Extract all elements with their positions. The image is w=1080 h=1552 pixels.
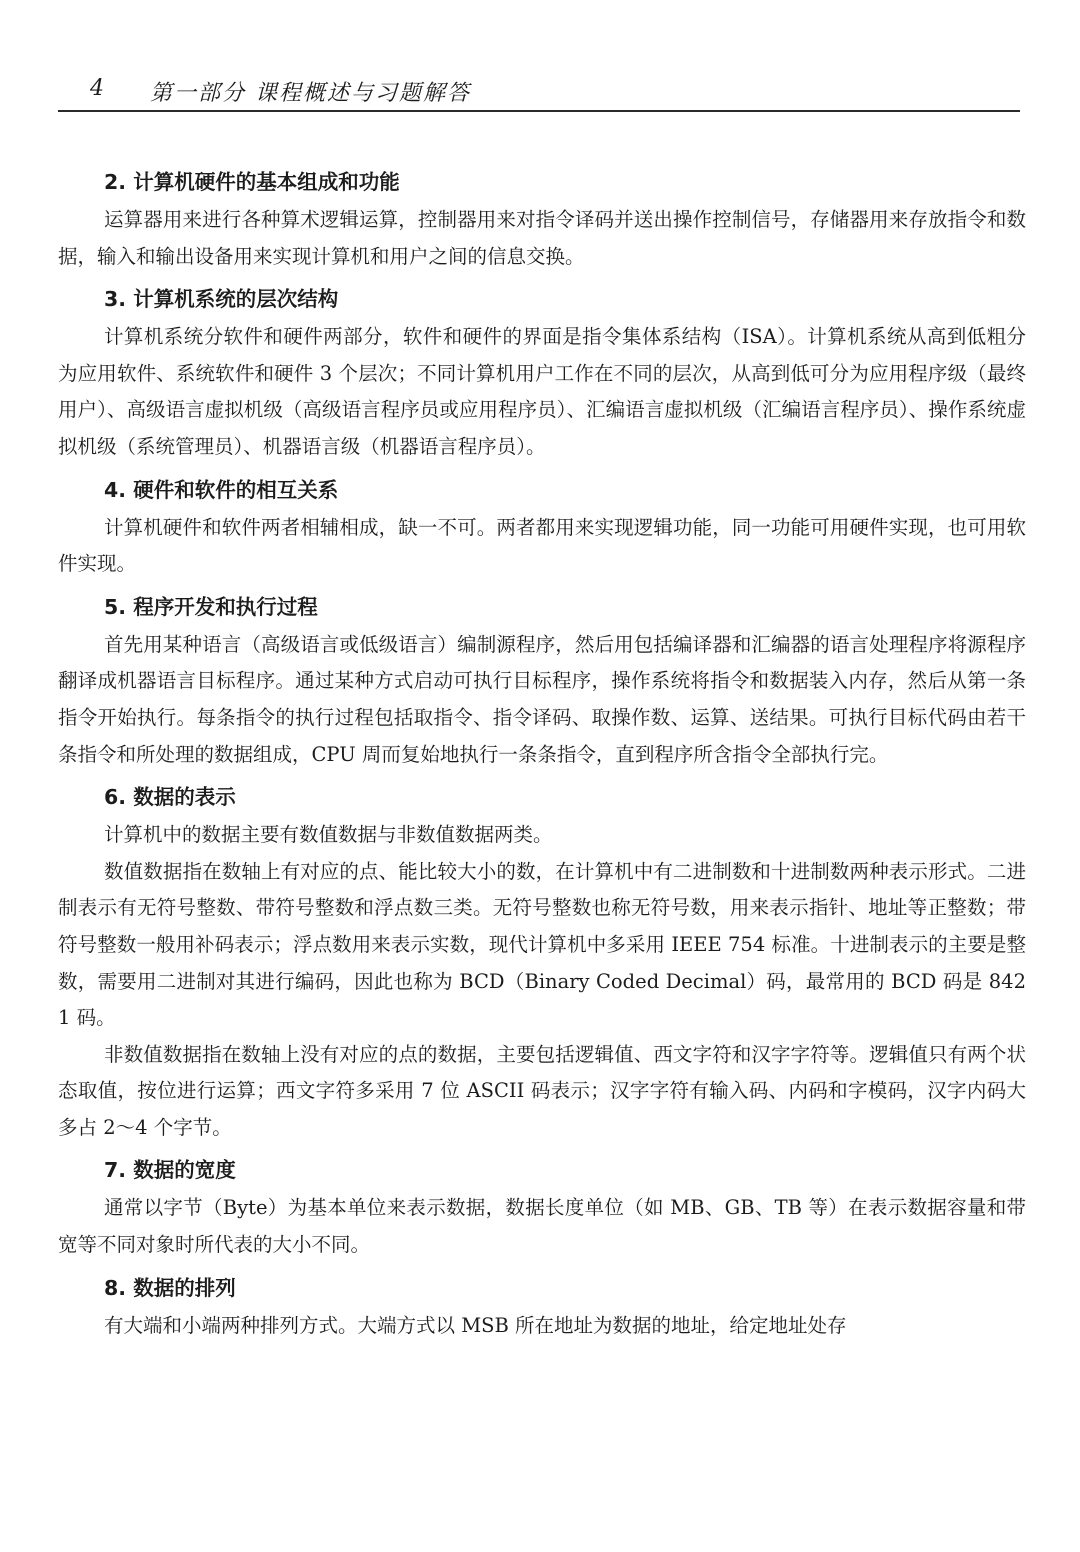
section-heading: 7. 数据的宽度 xyxy=(104,1158,236,1183)
paragraph: 有大端和小端两种排列方式。大端方式以 MSB 所在地址为数据的地址，给定地址处存 xyxy=(104,1313,847,1337)
section-heading: 5. 程序开发和执行过程 xyxy=(104,594,318,619)
paragraph: 非数值数据指在数轴上没有对应的点的数据，主要包括逻辑值、西文字符和汉字字符等。逻辑值只有两个状态取值，按位进行运算；西文字符多采用 7 位 ASCII 码表示；汉字字符有输入码、内码和字模码，汉字内码大多占 2～4 个字节。 xyxy=(58,1042,1026,1139)
section-data-ordering xyxy=(58,1268,1026,1345)
section-heading: 6. 数据的表示 xyxy=(104,785,236,810)
paragraph: 计算机系统分软件和硬件两部分，软件和硬件的界面是指令集体系结构（ISA）。计算机系统从高到低粗分为应用软件、系统软件和硬件 3 个层次；不同计算机用户工作在不同的层次，从高到低可分为应用程序级（最终用户）、高级语言虚拟机级（高级语言程序员或应用程序员）、汇编语言虚拟机级（汇编语言程序员）、操作系统虚拟机级（系统管理员）、机器语言级（机器语言程序员）。 xyxy=(58,325,1026,458)
paragraph: 通常以字节（Byte）为基本单位来表示数据，数据长度单位（如 MB、GB、TB 等）在表示数据容量和带宽等不同对象时所代表的大小不同。 xyxy=(58,1196,1026,1257)
paragraph: 首先用某种语言（高级语言或低级语言）编制源程序，然后用包括编译器和汇编器的语言处理程序将源程序翻译成机器语言目标程序。通过某种方式启动可执行目标程序，操作系统将指令和数据装入内存，然后从第一条指令开始执行。每条指令的执行过程包括取指令、指令译码、取操作数、运算、送结果。可执行目标代码由若干条指令和所处理的数据组成，CPU 周而复始地执行一条条指令，直到程序所含指令全部执行完。 xyxy=(58,632,1026,766)
section-system-hierarchy xyxy=(58,279,1026,465)
section-program-development xyxy=(58,587,1026,773)
section-heading: 2. 计算机硬件的基本组成和功能 xyxy=(104,170,400,194)
paragraph: 计算机硬件和软件两者相辅相成，缺一不可。两者都用来实现逻辑功能，同一功能可用硬件实现，也可用软件实现。 xyxy=(58,515,1026,576)
section-heading: 8. 数据的排列 xyxy=(104,1275,236,1300)
paragraph: 运算器用来进行各种算术逻辑运算，控制器用来对指令译码并送出操作控制信号，存储器用来存放指令和数据，输入和输出设备用来实现计算机和用户之间的信息交换。 xyxy=(58,208,1026,268)
running-header xyxy=(58,70,1020,112)
header-title: 第一部分 课程概述与习题解答 xyxy=(150,81,471,106)
section-hardware-components xyxy=(58,162,1026,275)
section-heading: 4. 硬件和软件的相互关系 xyxy=(104,477,339,502)
page-number: 4 xyxy=(90,76,104,101)
section-data-representation xyxy=(58,777,1026,1146)
body-content xyxy=(58,162,1026,1344)
paragraph: 数值数据指在数轴上有对应的点、能比较大小的数，在计算机中有二进制数和十进制数两种表示形式。二进制表示有无符号整数、带符号整数和浮点数三类。无符号整数也称无符号数，用来表示指针、地址等正整数；带符号整数一般用补码表示；浮点数用来表示实数，现代计算机中多采用 IEEE 754 标准。十进制表示的主要是整数，需要用二进制对其进行编码，因此也称为 BCD（Binary Coded Decimal）码，最常用的 BCD 码是 8421 码。 xyxy=(58,859,1026,1030)
section-data-width xyxy=(58,1150,1026,1263)
section-heading: 3. 计算机系统的层次结构 xyxy=(104,287,339,312)
paragraph: 计算机中的数据主要有数值数据与非数值数据两类。 xyxy=(104,823,553,847)
section-hardware-software-relation xyxy=(58,470,1026,583)
